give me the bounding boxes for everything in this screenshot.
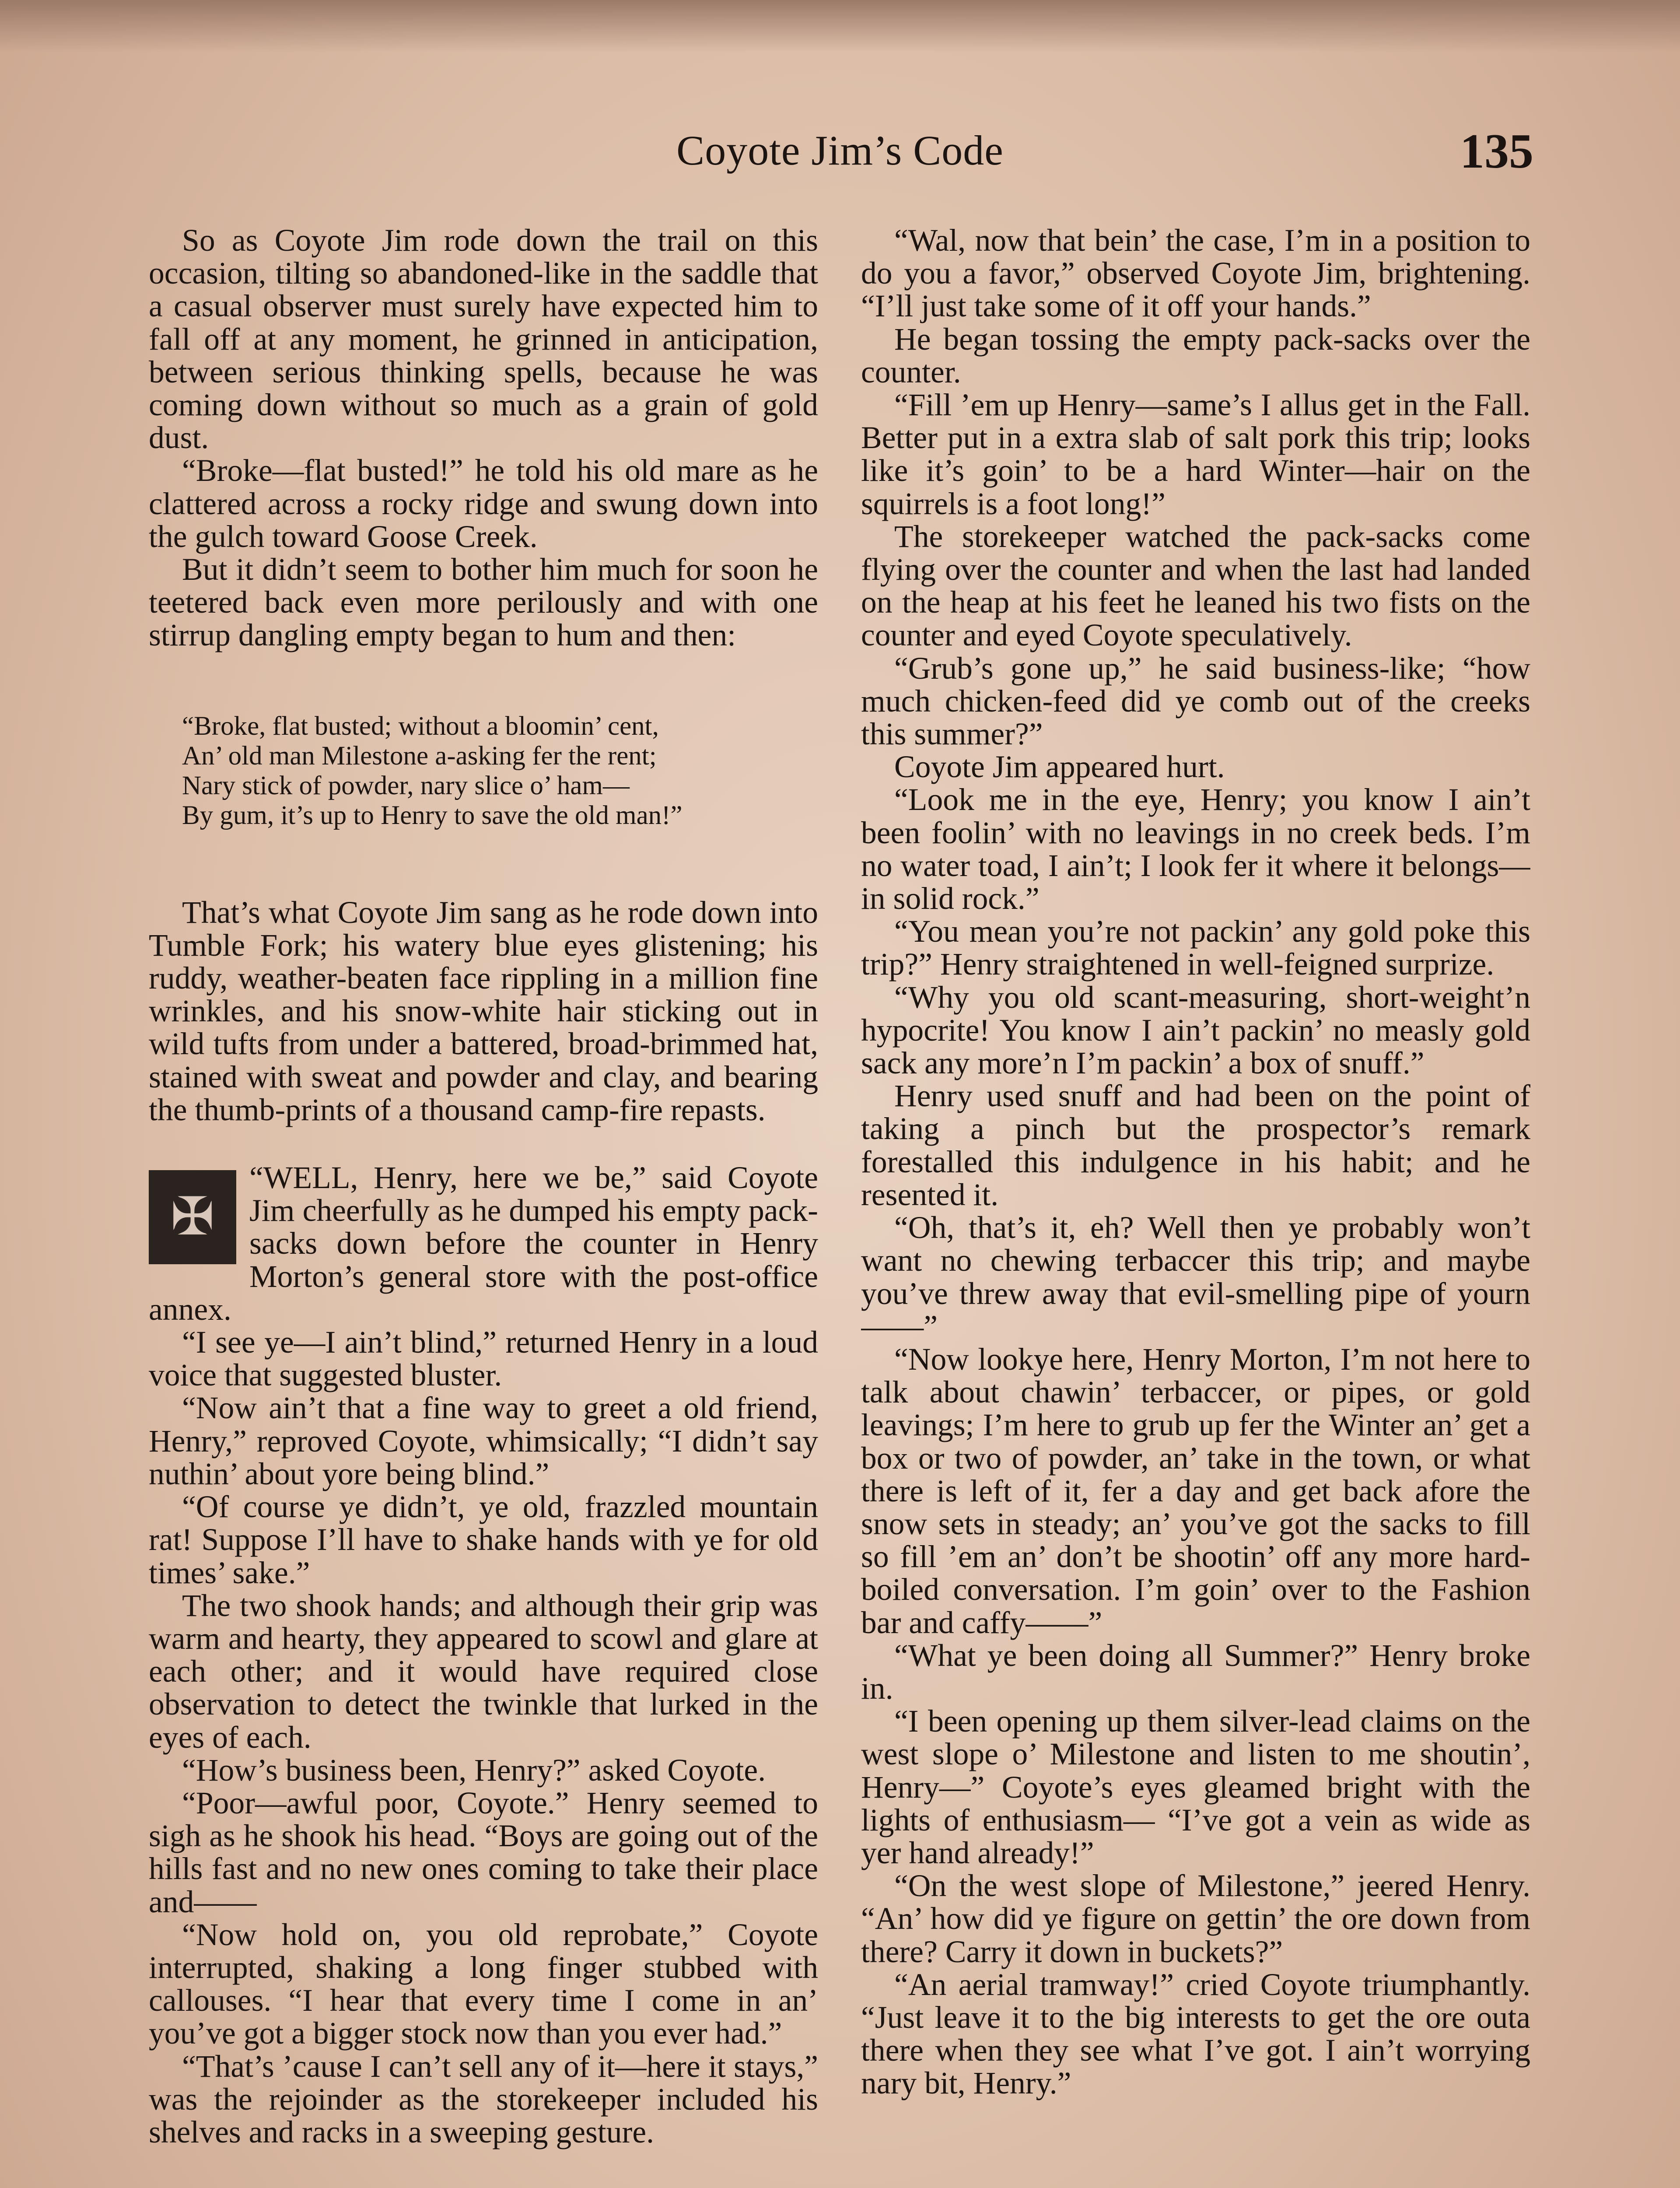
paragraph: “On the west slope of Milestone,” jeered Henry. “An’ how did ye figure on gettin’ the ore down from there? Carry it down in buckets?” [861, 1869, 1530, 1969]
paragraph: “I see ye—I ain’t blind,” returned Henry in a loud voice that suggested bluster. [149, 1325, 818, 1393]
paragraph: “I been opening up them silver-lead claims on the west slope o’ Milestone and listen to me shoutin’, Henry—” Coyote’s eyes gleamed bright with the lights of enthusiasm— “I’ve got a vein as wide as yer hand already!” [861, 1704, 1530, 1870]
verse-line: An’ old man Milestone a-asking fer the rent; [182, 741, 657, 771]
paragraph: So as Coyote Jim rode down the trail on this occasion, tilting so abandoned-like in the saddle that a casual observer must surely have expected him to fall off at any moment, he grinned in anticipation, between serious thinking spells, because he was coming down without so much as a grain of gold dust. [149, 224, 818, 456]
paragraph: “That’s ’cause I can’t sell any of it—here it stays,” was the rejoinder as the storekeeper included his shelves and racks in a sweeping gesture. [149, 2049, 818, 2149]
paragraph: “Now ain’t that a fine way to greet a old friend, Henry,” reproved Coyote, whimsically; “I didn’t say nuthin’ about yore being blind.” [149, 1391, 818, 1491]
paragraph: “Oh, that’s it, eh? Well then ye probably won’t want no chewing terbaccer this trip; and maybe you’ve threw away that evil-smelling pipe of yourn——” [861, 1210, 1530, 1344]
paragraph: “How’s business been, Henry?” asked Coyote. [182, 1753, 766, 1788]
paragraph: The two shook hands; and although their grip was warm and hearty, they appeared to scowl and glare at each other; and it would have required close observation to detect the twinkle that lurked in the eyes of each. [149, 1588, 818, 1755]
verse-line: By gum, it’s up to Henry to save the old man!” [182, 800, 682, 830]
song-verse [182, 712, 818, 831]
page-edge-shadow-top [0, 0, 1680, 53]
paragraph: “Wal, now that bein’ the case, I’m in a position to do you a favor,” observed Coyote Jim, brightening. “I’ll just take some of it off your hands.” [861, 224, 1530, 324]
section-opening [149, 1161, 818, 1326]
paragraph: “Poor—awful poor, Coyote.” Henry seemed to sigh as he shook his head. “Boys are going out of the hills fast and no new ones coming to take their place and—— [149, 1785, 818, 1919]
paragraph: “Look me in the eye, Henry; you know I ain’t been foolin’ with no leavings in no creek beds. I’m no water toad, I ain’t; I look fer it where it belongs—in solid rock.” [861, 782, 1530, 916]
section-dingbat-icon: ✠ [149, 1170, 236, 1264]
paragraph: He began tossing the empty pack-sacks over the counter. [861, 322, 1530, 389]
right-column [861, 224, 1530, 2188]
paragraph: “Now lookye here, Henry Morton, I’m not here to talk about chawin’ terbaccer, or pipes, or gold leavings; I’m here to grub up fer the Winter an’ get a box or two of powder, an’ take in the town, or what there is left of it, fer a day and get back afore the snow sets in steady; an’ you’ve got the sacks to fill so fill ’em an’ don’t be shootin’ off any more hard-boiled conversation. I’m goin’ over to the Fashion bar and caffy——” [861, 1342, 1530, 1640]
verse-line: Nary stick of powder, nary slice o’ ham— [182, 771, 630, 800]
paragraph: “Why you old scant-measuring, short-weight’n hypocrite! You know I ain’t packin’ no measly gold sack any more’n I’m packin’ a box of snuff.” [861, 980, 1530, 1081]
page-number: 135 [1460, 124, 1533, 179]
paragraph: “Of course ye didn’t, ye old, frazzled mountain rat! Suppose I’ll have to shake hands with ye for old times’ sake.” [149, 1490, 818, 1590]
page-header [0, 117, 1680, 187]
paragraph: “You mean you’re not packin’ any gold poke this trip?” Henry straightened in well-feigned surprize. [861, 914, 1530, 982]
paragraph: That’s what Coyote Jim sang as he rode down into Tumble Fork; his watery blue eyes glistening; his ruddy, weather-beaten face rippling in a million fine wrinkles, and his snow-white hair sticking out in wild tufts from under a battered, broad-brimmed hat, stained with sweat and powder and clay, and bearing the thumb-prints of a thousand camp-fire repasts. [149, 895, 818, 1127]
paragraph: “What ye been doing all Summer?” Henry broke in. [861, 1638, 1530, 1706]
paragraph: But it didn’t seem to bother him much for soon he teetered back even more perilously and with one stirrup dangling empty began to hum and then: [149, 552, 818, 653]
paragraph: “Broke—flat busted!” he told his old mare as he clattered across a rocky ridge and swung down into the gulch toward Goose Creek. [149, 453, 818, 554]
paragraph: The storekeeper watched the pack-sacks come flying over the counter and when the last had landed on the heap at his feet he leaned his two fists on the counter and eyed Coyote speculatively. [861, 519, 1530, 653]
paragraph: “Grub’s gone up,” he said business-like; “how much chicken-feed did ye comb out of the creeks this summer?” [861, 651, 1530, 752]
paragraph: “An aerial tramway!” cried Coyote triumphantly. “Just leave it to the big interests to get the ore outa there when they see what I’ve got. I ain’t worrying nary bit, Henry.” [861, 1967, 1530, 2101]
paragraph: Coyote Jim appeared hurt. [894, 750, 1225, 785]
running-title: Coyote Jim’s Code [676, 127, 1004, 174]
paragraph: “Fill ’em up Henry—same’s I allus get in the Fall. Better put in a extra slab of salt pork this trip; looks like it’s goin’ to be a hard Winter—hair on the squirrels is a foot long!” [861, 388, 1530, 521]
paragraph: Henry used snuff and had been on the point of taking a pinch but the prospector’s remark forestalled this indulgence in his habit; and he resented it. [861, 1079, 1530, 1212]
section-opening-paragraph: “WELL, Henry, here we be,” said Coyote Jim cheerfully as he dumped his empty pack-sacks down before the counter in Henry Morton’s general store with the post-office annex. [149, 1161, 818, 1327]
verse-line: “Broke, flat busted; without a bloomin’ cent, [182, 711, 659, 741]
left-column [149, 224, 818, 2188]
paragraph: “Now hold on, you old reprobate,” Coyote interrupted, shaking a long finger stubbed with callouses. “I hear that every time I come in an’ you’ve got a bigger stock now than you ever had.” [149, 1917, 818, 2051]
